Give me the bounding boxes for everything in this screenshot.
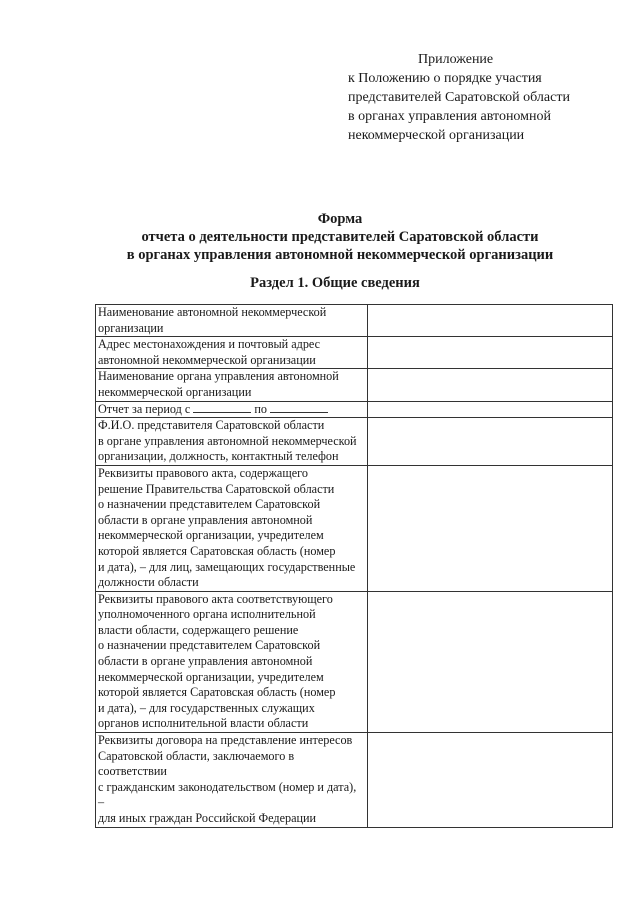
form-title <box>40 210 640 264</box>
table-row <box>96 401 613 418</box>
row-label <box>96 401 368 418</box>
row-label <box>96 305 368 337</box>
label-line: Ф.И.О. представителя Саратовской области <box>98 418 325 433</box>
label-line: с гражданским законодательством (номер и дата), – <box>98 779 357 810</box>
label-line: организации, должность, контактный телефон <box>98 449 339 464</box>
label-line: Адрес местонахождения и почтовый адрес <box>98 337 321 352</box>
row-value-cell[interactable] <box>368 369 613 401</box>
general-info-table <box>95 304 613 828</box>
label-line: уполномоченного органа исполнительной <box>98 607 316 622</box>
table-row <box>96 369 613 401</box>
table-row <box>96 418 613 466</box>
label-line: для иных граждан Российской Федерации <box>98 811 317 825</box>
label-line: о назначении представителем Саратовской <box>98 497 321 512</box>
row-value-cell[interactable] <box>368 465 613 591</box>
appendix-line: к Положению о порядке участия <box>348 71 542 86</box>
label-line: и дата), – для лиц, замещающих государственные <box>98 559 356 574</box>
table-row <box>96 305 613 337</box>
label-line: в органе управления автономной некоммерческой <box>98 433 357 448</box>
appendix-line: Приложение <box>418 52 494 67</box>
label-line: решение Правительства Саратовской области <box>98 481 335 496</box>
row-value-cell[interactable] <box>368 337 613 369</box>
label-line: и дата), – для государственных служащих <box>98 700 315 715</box>
section-title: Раздел 1. Общие сведения <box>250 275 420 291</box>
appendix-line: в органах управления автономной <box>348 109 552 124</box>
row-value-cell[interactable] <box>368 733 613 828</box>
label-line: организации <box>98 320 164 335</box>
label-line: Наименование автономной некоммерческой <box>98 305 327 319</box>
form-title-line: в органах управления автономной некоммерческой организации <box>126 247 554 263</box>
row-label <box>96 369 368 401</box>
form-title-line: отчета о деятельности представителей Саратовской области <box>141 229 539 245</box>
label-line: о назначении представителем Саратовской <box>98 638 321 653</box>
period-mid: по <box>254 401 267 416</box>
period-to-blank[interactable] <box>270 402 328 413</box>
table-row <box>96 733 613 828</box>
row-label <box>96 418 368 466</box>
label-line: Реквизиты договора на представление интересов <box>98 733 353 748</box>
label-line: должности области <box>98 575 199 590</box>
label-line: власти области, содержащего решение <box>98 622 299 637</box>
form-title-line: Форма <box>317 211 363 227</box>
label-line: Саратовской области, заключаемого в соответствии <box>98 748 295 779</box>
appendix-header <box>348 50 628 145</box>
label-line: области в органе управления автономной <box>98 512 313 527</box>
label-line: которой является Саратовская область (номер <box>98 685 336 700</box>
label-line: некоммерческой организации, учредителем <box>98 528 324 543</box>
label-line: которой является Саратовская область (номер <box>98 543 336 558</box>
row-label <box>96 591 368 732</box>
period-from-blank[interactable] <box>193 402 251 413</box>
table-row <box>96 337 613 369</box>
label-line: области в органе управления автономной <box>98 654 313 669</box>
table-row <box>96 591 613 732</box>
label-line: Наименование органа управления автономной <box>98 369 339 384</box>
label-line: автономной некоммерческой организации <box>98 352 316 367</box>
label-line: некоммерческой организации, учредителем <box>98 669 324 684</box>
row-label <box>96 465 368 591</box>
row-value-cell[interactable] <box>368 305 613 337</box>
period-prefix: Отчет за период с <box>98 401 191 416</box>
row-label <box>96 733 368 828</box>
label-line: Реквизиты правового акта соответствующего <box>98 591 333 606</box>
appendix-line: некоммерческой организации <box>348 128 525 143</box>
label-line: некоммерческой организации <box>98 384 252 399</box>
row-value-cell[interactable] <box>368 591 613 732</box>
table-row <box>96 465 613 591</box>
period-line <box>98 402 365 418</box>
label-line: органов исполнительной власти области <box>98 716 309 731</box>
label-line: Реквизиты правового акта, содержащего <box>98 465 308 480</box>
row-label <box>96 337 368 369</box>
row-value-cell[interactable] <box>368 418 613 466</box>
row-value-cell[interactable] <box>368 401 613 418</box>
appendix-line: представителей Саратовской области <box>348 90 570 105</box>
